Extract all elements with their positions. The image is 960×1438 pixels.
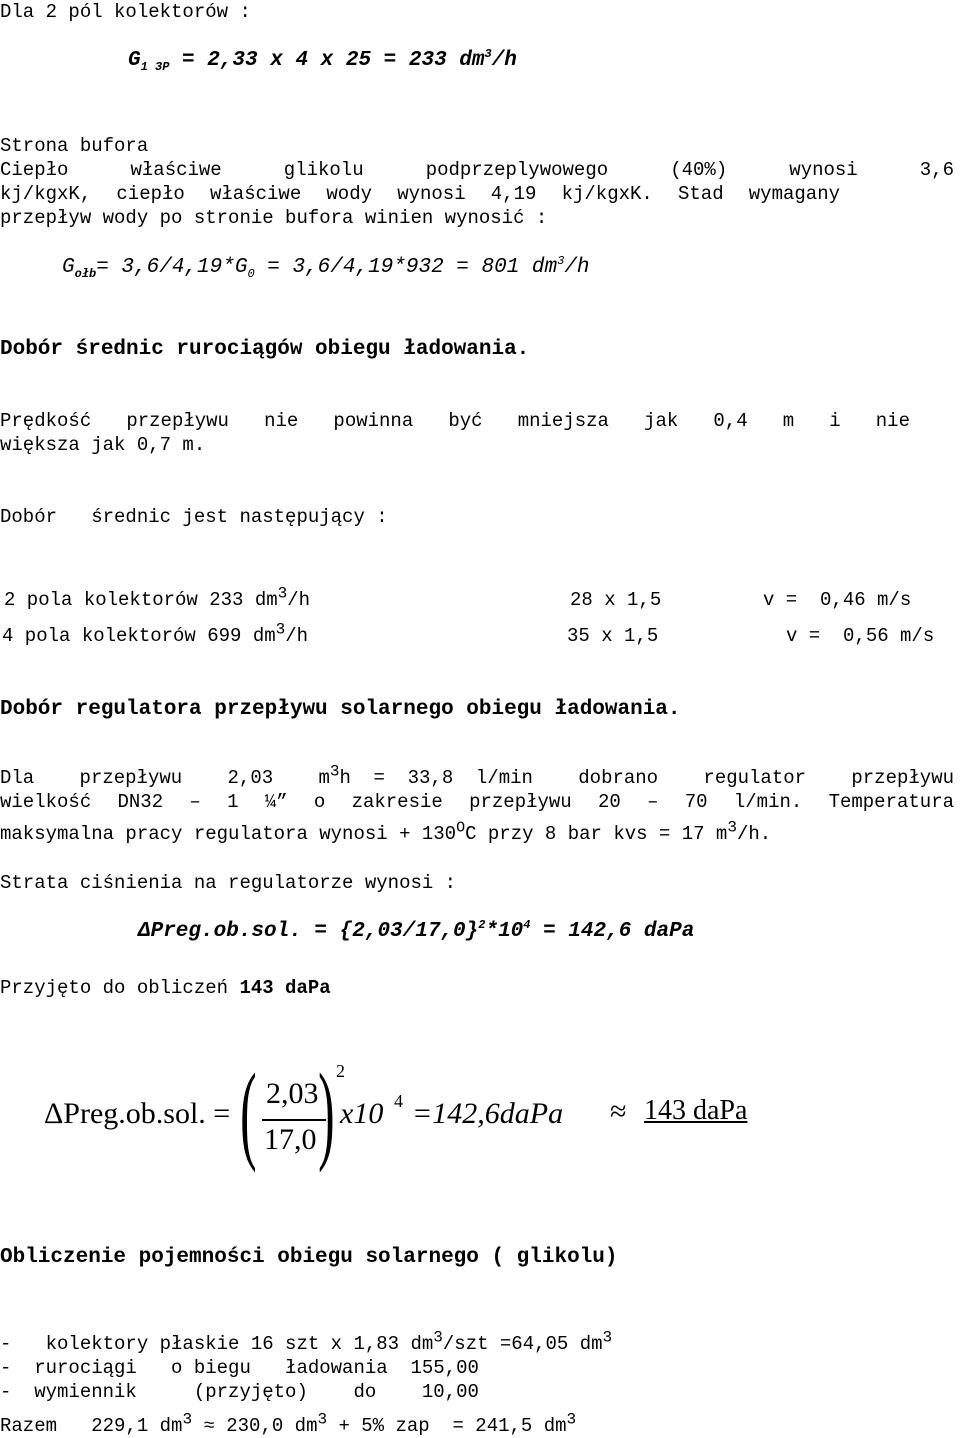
equation-image bbox=[40, 1051, 780, 1173]
heading-dobor-regulatora: Dobór regulatora przepływu solarnego obiegu ładowania. bbox=[0, 698, 681, 721]
reg-line-3: maksymalna pracy regulatora wynosi + $130^OC$ przy 8 bar kvs = 17 $m^3/h$. bbox=[0, 818, 772, 845]
table-row-1-col-1: 2 pola kolektorów 233 $dm^3/h$ bbox=[4, 584, 311, 611]
left-paren: ( bbox=[240, 1051, 257, 1173]
reg-line-1: Dla przepływu 2,03 $m^3h = 33,8$ l/min dobrano regulator przepływu bbox=[0, 762, 954, 789]
heading-dobor-srednic: Dobór średnic rurociągów obiegu ładowania. bbox=[0, 338, 530, 361]
table-row-2-col-3: v = 0,56 m/s bbox=[786, 625, 935, 647]
bufor-line-4: przepływ wody po stronie bufora winien wynosić : bbox=[0, 207, 548, 229]
equation-approx: ≈ bbox=[610, 1095, 627, 1128]
predkosc-line-1: Prędkość przepływu nie powinna być mniejsza jak 0,4 m i nie bbox=[0, 410, 910, 432]
list-item-wymiennik: - wymiennik (przyjęto) do 10,00 bbox=[0, 1381, 479, 1403]
intro-text: Dla 2 pól kolektorów : bbox=[0, 1, 251, 23]
formula-g1: $G_{1 3P} = 2,33$ x 4 x 25 = 233 $dm^3/h$ bbox=[128, 47, 517, 75]
list-item-rurociagi: - rurociągi o biegu ładowania 155,00 bbox=[0, 1357, 479, 1379]
equation-exponent-4: 4 bbox=[394, 1091, 403, 1111]
equation-lhs: ΔPreg.ob.sol. = bbox=[44, 1097, 231, 1130]
heading-pojemnosc: Obliczenie pojemności obiegu solarnego ( glikolu) bbox=[0, 1246, 618, 1269]
bufor-line-2: Ciepło właściwe glikolu podprzeplywowego (40%) wynosi 3,6 bbox=[0, 159, 954, 181]
table-row-1-col-2: 28 x 1,5 bbox=[570, 589, 662, 611]
dobor-srednic-text: Dobór średnic jest następujący : bbox=[0, 506, 388, 528]
fraction-bar bbox=[262, 1119, 326, 1121]
formula-golb: $G_{ołb}= 3,6/4,19*G_0 = 3,6/4,19*932 = 801$ $dm^3/h$ bbox=[62, 254, 590, 282]
equation-exponent-2: 2 bbox=[336, 1061, 345, 1081]
list-item-kolektory: - kolektory płaskie 16 szt x 1,83 $dm^3$/szt =64,05 $dm^3$ bbox=[0, 1328, 613, 1355]
table-row-2-col-1: 4 pola kolektorów 699 $dm^3/h$ bbox=[2, 620, 309, 647]
formula-preg: ΔPreg.ob.sol. = $\{2,03/17,0\}^2*10^4 = 142,6$ daPa bbox=[138, 918, 695, 943]
right-paren: ) bbox=[318, 1051, 335, 1173]
equation-numerator: 2,03 bbox=[266, 1077, 319, 1110]
equation-rounded-result: 143 daPa bbox=[644, 1095, 748, 1126]
equation-x10: x10 bbox=[340, 1097, 384, 1130]
razem-line: Razem 229,1 $dm^3 \approx 230,0$ $dm^3 + 5\%$ zap = 241,5 $dm^3$ bbox=[0, 1410, 577, 1437]
bufor-heading: Strona bufora bbox=[0, 135, 149, 157]
predkosc-line-2: większa jak 0,7 m. bbox=[0, 434, 206, 456]
strata-text: Strata ciśnienia na regulatorze wynosi : bbox=[0, 872, 457, 894]
table-row-1-col-3: v = 0,46 m/s bbox=[763, 589, 912, 611]
reg-line-2: wielkość DN32 – 1 ¼” o zakresie przepływu 20 – 70 l/min. Temperatura bbox=[0, 791, 954, 813]
bufor-line-3: kj/kgxK, ciepło właściwe wody wynosi 4,19 kj/kgxK. Stad wymagany bbox=[0, 183, 840, 205]
equation-result: =142,6daPa bbox=[412, 1097, 564, 1130]
table-row-2-col-2: 35 x 1,5 bbox=[567, 625, 659, 647]
przyjeto-text: Przyjęto do obliczeń 143 daPa bbox=[0, 977, 331, 999]
equation-denominator: 17,0 bbox=[264, 1123, 317, 1156]
